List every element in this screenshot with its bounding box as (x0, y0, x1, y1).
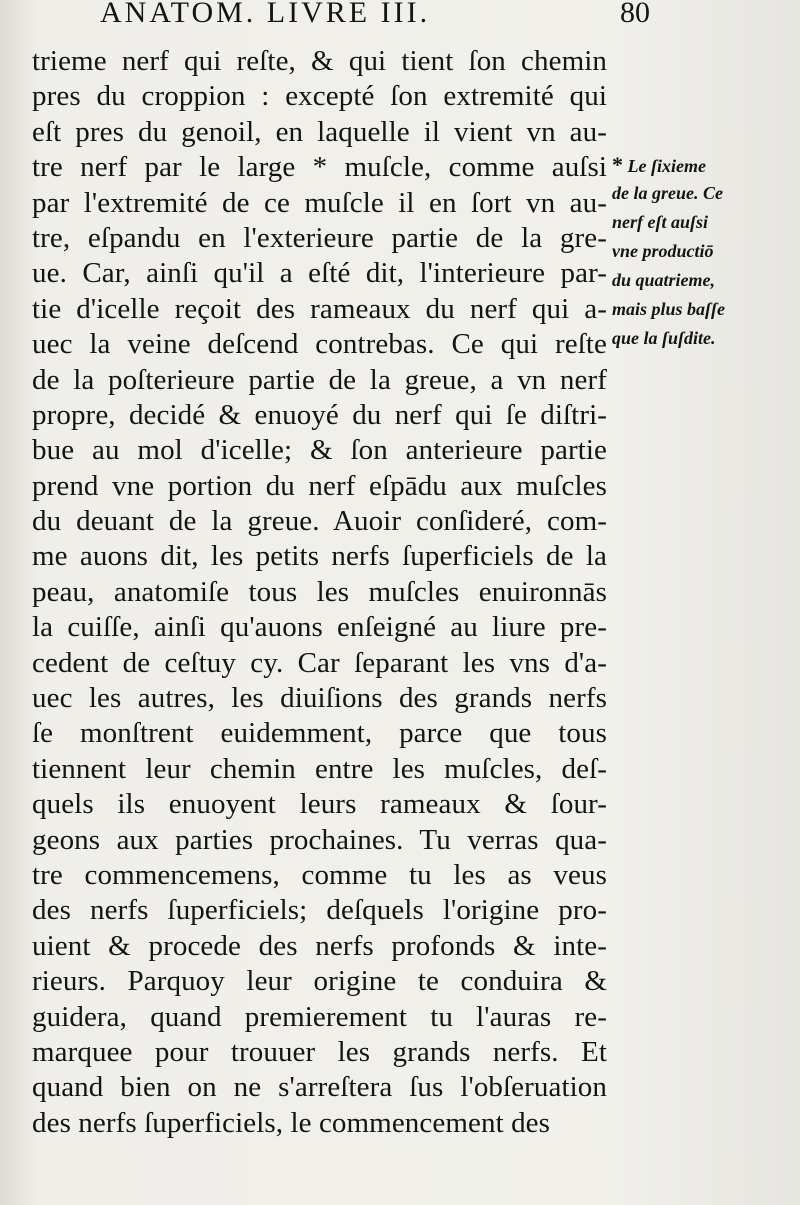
body-text-block (32, 44, 607, 1141)
body-line: guidera, quand premierement tu l'auras re- (32, 1000, 607, 1033)
body-line: uec la veine deſcend contrebas. Ce qui reſte (32, 328, 607, 361)
body-line: par l'extremité de ce muſcle il en ſort vn au- (32, 186, 607, 219)
page-number: 80 (620, 0, 650, 29)
body-line: cedent de ceſtuy cy. Car ſeparant les vns d'a- (32, 646, 607, 679)
margin-note (612, 150, 772, 353)
body-line: ſe monſtrent euidemment, parce que tous (32, 717, 607, 750)
body-line: prend vne portion du nerf eſpādu aux muſcles (32, 469, 607, 502)
body-line: uient & procede des nerfs profonds & inte- (32, 929, 607, 962)
body-line: geons aux parties prochaines. Tu verras qua- (32, 823, 607, 856)
body-line: trieme nerf qui reſte, & qui tient ſon chemin (32, 45, 607, 77)
body-line: tiennent leur chemin entre les muſcles, deſ- (32, 752, 607, 785)
margin-note-line: de la greue. Ce (612, 183, 723, 203)
body-line: marquee pour trouuer les grands nerfs. Et (32, 1035, 607, 1068)
body-line: rieurs. Parquoy leur origine te conduira & (32, 965, 607, 998)
body-line: me auons dit, les petits nerfs ſuperficiels de la (32, 540, 607, 573)
body-line: tre nerf par le large * muſcle, comme auſsi (32, 151, 607, 184)
body-line: des nerfs ſuperficiels; deſquels l'origine pro- (32, 894, 607, 927)
body-line: tre, eſpandu en l'exterieure partie de la gre- (32, 221, 607, 254)
body-line: de la poſterieure partie de la greue, a vn nerf (32, 363, 607, 396)
body-line: eſt pres du genoil, en laquelle il vient vn au- (32, 115, 607, 148)
body-line: la cuiſſe, ainſi qu'auons enſeigné au liure pre- (32, 611, 607, 644)
margin-note-line: que la ſuſdite. (612, 328, 716, 348)
body-line: peau, anatomiſe tous les muſcles enuironnās (32, 575, 607, 608)
body-line: quand bien on ne s'arreſtera ſus l'obſeruation (32, 1071, 607, 1104)
body-line: tre commencemens, comme tu les as veus (32, 858, 607, 891)
body-line: propre, decidé & enuoyé du nerf qui ſe diſtri- (32, 398, 607, 431)
body-line: bue au mol d'icelle; & ſon anterieure partie (32, 434, 607, 467)
page-header (100, 0, 700, 30)
body-line: du deuant de la greue. Auoir conſideré, com- (32, 505, 607, 538)
margin-note-line: du quatrieme, (612, 270, 716, 290)
margin-note-line: vne productiō (612, 241, 714, 261)
body-line: quels ils enuoyent leurs rameaux & ſour- (32, 788, 607, 821)
body-line: des nerfs ſuperficiels, le commencement des (32, 1106, 551, 1139)
asterisk-marker: * (612, 152, 623, 177)
margin-note-text: Le ſixieme (627, 156, 706, 176)
body-line: uec les autres, les diuiſions des grands nerfs (32, 682, 607, 715)
body-line: pres du croppion : excepté ſon extremité qui (32, 80, 607, 113)
margin-note-line: nerf eſt auſsi (612, 212, 708, 232)
margin-note-line: mais plus baſſe (612, 299, 726, 319)
margin-note-line (612, 150, 772, 179)
body-line: ue. Car, ainſi qu'il a eſté dit, l'interieure par- (32, 257, 607, 290)
running-head: ANATOM. LIVRE III. (100, 0, 431, 29)
body-line: tie d'icelle reçoit des rameaux du nerf qui a- (32, 292, 607, 325)
